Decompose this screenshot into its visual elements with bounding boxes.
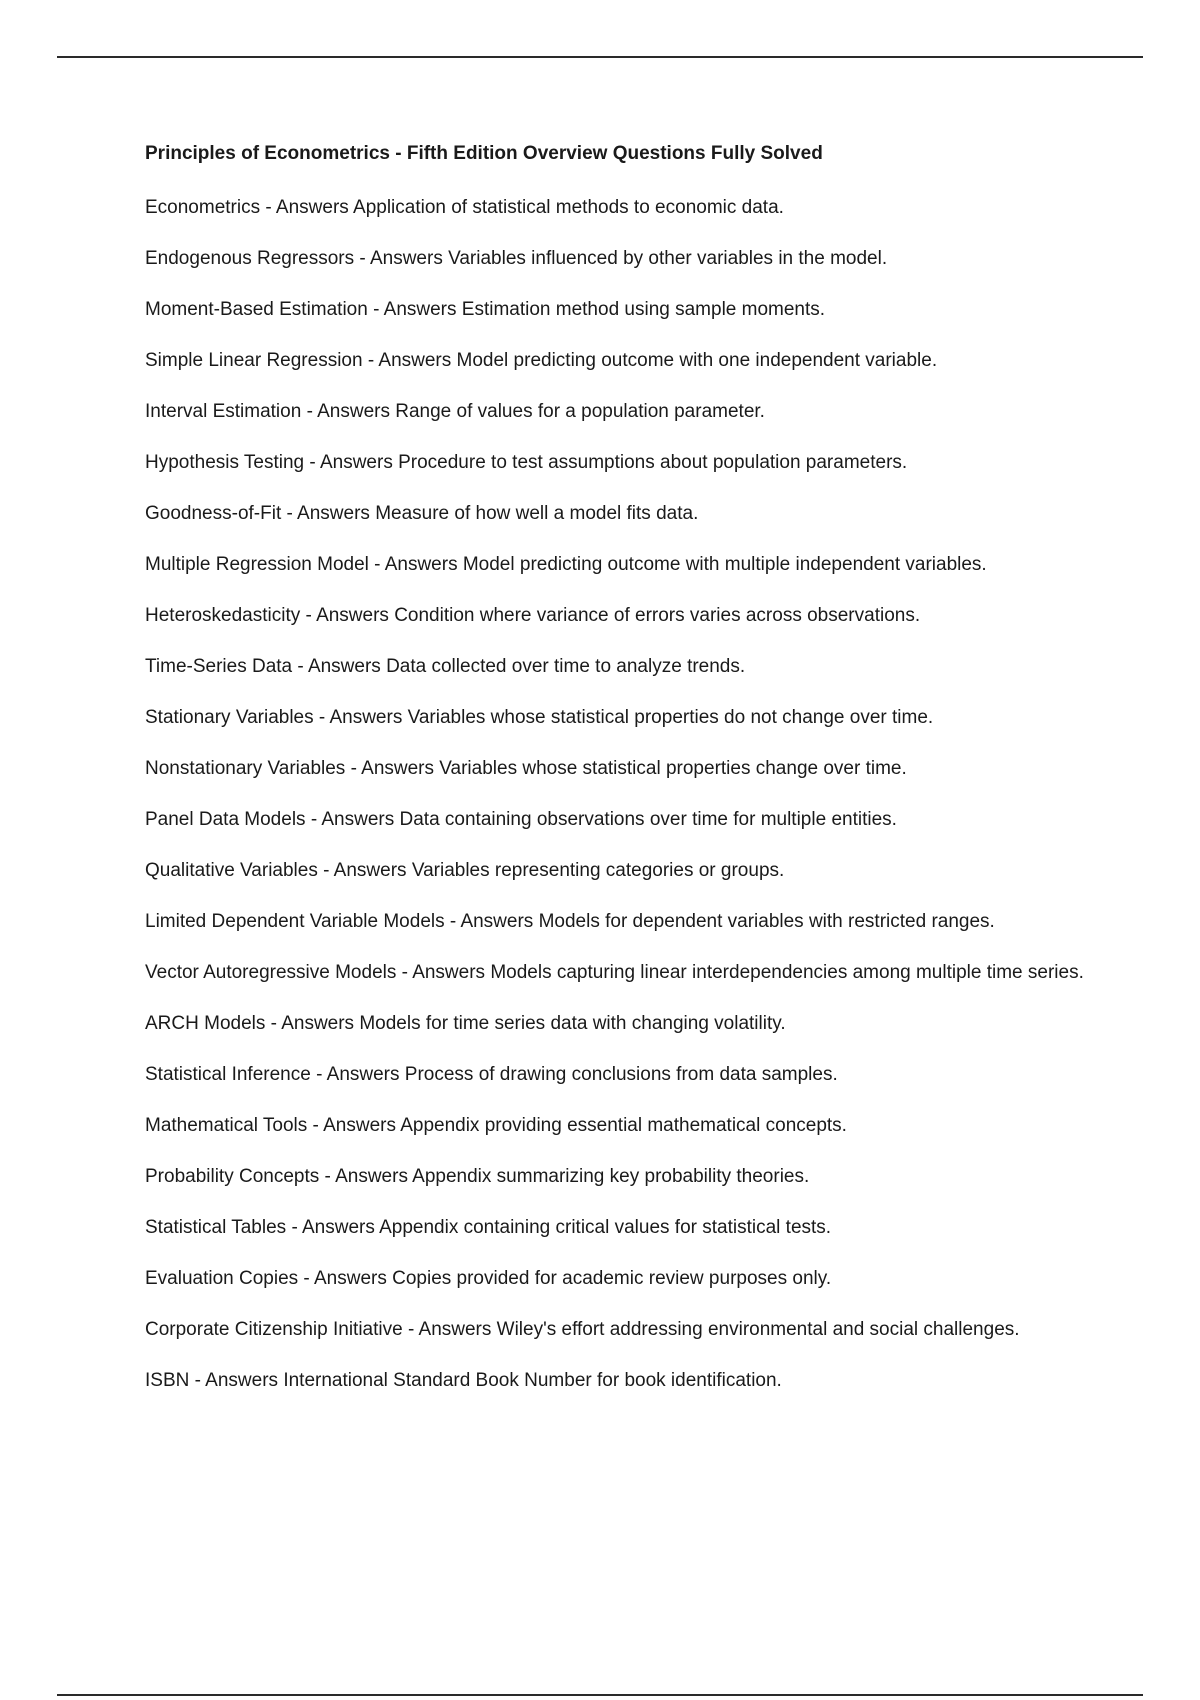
qa-item: Statistical Inference - Answers Process of drawing conclusions from data samples. — [145, 1064, 838, 1085]
qa-item: Moment-Based Estimation - Answers Estimation method using sample moments. — [145, 299, 826, 320]
qa-item: Limited Dependent Variable Models - Answers Models for dependent variables with restricted ranges. — [145, 911, 995, 932]
document-body — [145, 140, 1085, 1416]
qa-item: Nonstationary Variables - Answers Variables whose statistical properties change over time. — [145, 758, 907, 779]
qa-item: Panel Data Models - Answers Data containing observations over time for multiple entities. — [145, 809, 897, 830]
qa-item: Simple Linear Regression - Answers Model predicting outcome with one independent variable. — [145, 350, 938, 371]
qa-item: Hypothesis Testing - Answers Procedure to test assumptions about population parameters. — [145, 452, 908, 473]
qa-item: Multiple Regression Model - Answers Model predicting outcome with multiple independent variables. — [145, 554, 987, 575]
qa-item: Endogenous Regressors - Answers Variables influenced by other variables in the model. — [145, 248, 888, 269]
qa-item: Heteroskedasticity - Answers Condition where variance of errors varies across observations. — [145, 605, 921, 626]
qa-item: Goodness-of-Fit - Answers Measure of how well a model fits data. — [145, 503, 699, 524]
qa-item: Corporate Citizenship Initiative - Answers Wiley's effort addressing environmental and social challenges. — [145, 1319, 1020, 1340]
bottom-divider — [57, 1694, 1143, 1696]
qa-item: Stationary Variables - Answers Variables whose statistical properties do not change over time. — [145, 707, 934, 728]
qa-item: Vector Autoregressive Models - Answers Models capturing linear interdependencies among multiple time series. — [145, 962, 1084, 983]
qa-item: Qualitative Variables - Answers Variables representing categories or groups. — [145, 860, 785, 881]
qa-item: Probability Concepts - Answers Appendix summarizing key probability theories. — [145, 1166, 810, 1187]
top-divider — [57, 56, 1143, 58]
qa-list — [145, 192, 1085, 1397]
qa-item: Time-Series Data - Answers Data collected over time to analyze trends. — [145, 656, 746, 677]
qa-item: ARCH Models - Answers Models for time series data with changing volatility. — [145, 1013, 786, 1034]
qa-item: Statistical Tables - Answers Appendix containing critical values for statistical tests. — [145, 1217, 832, 1238]
qa-item: Interval Estimation - Answers Range of values for a population parameter. — [145, 401, 765, 422]
document-title: Principles of Econometrics - Fifth Edition Overview Questions Fully Solved — [145, 143, 823, 164]
qa-item: ISBN - Answers International Standard Book Number for book identification. — [145, 1370, 782, 1391]
qa-item: Evaluation Copies - Answers Copies provided for academic review purposes only. — [145, 1268, 832, 1289]
qa-item: Econometrics - Answers Application of statistical methods to economic data. — [145, 197, 784, 218]
qa-item: Mathematical Tools - Answers Appendix providing essential mathematical concepts. — [145, 1115, 847, 1136]
